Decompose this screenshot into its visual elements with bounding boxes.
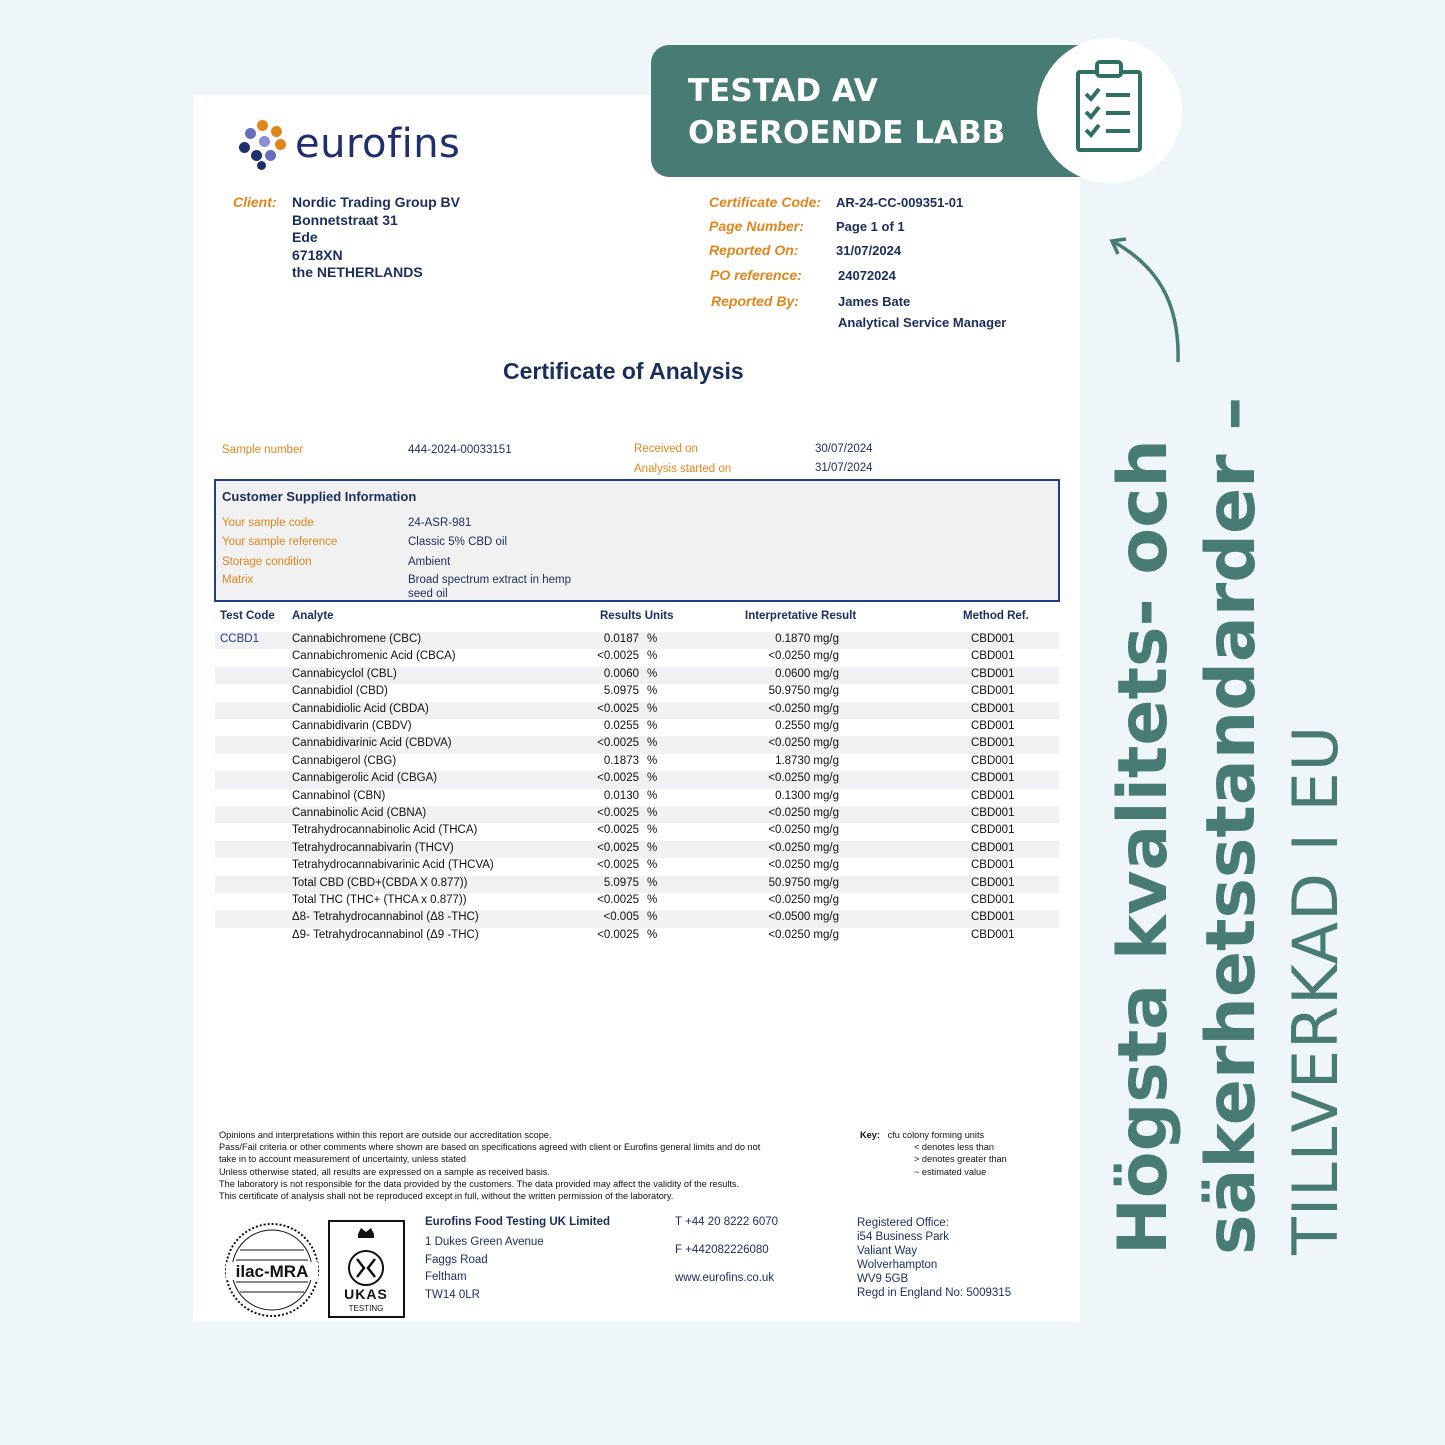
received-on-label: Received on xyxy=(634,443,698,455)
registered-line: Regd in England No: 5009315 xyxy=(857,1287,1012,1299)
table-row xyxy=(215,876,1059,893)
footnote-line: Pass/Fail criteria or other comments where shown are based on specifications agreed with client or Eurofins general limits and do not xyxy=(219,1142,761,1153)
clipboard-check-icon xyxy=(1072,58,1146,154)
table-row xyxy=(215,649,1059,666)
logo-text: eurofins xyxy=(295,121,461,167)
side-tagline-line-1: Högsta kvalitets- och xyxy=(1104,439,1183,1255)
po-reference-label: PO reference: xyxy=(710,267,802,283)
storage-condition: Ambient xyxy=(408,556,451,568)
interpretative-cell: 1.8730 mg/g xyxy=(775,754,839,767)
interpretative-cell: <0.0250 mg/g xyxy=(768,824,839,837)
method-cell: CBD001 xyxy=(971,824,1015,837)
table-row xyxy=(215,858,1059,875)
method-cell: CBD001 xyxy=(971,789,1015,802)
unit-cell: % xyxy=(647,911,658,924)
footnote-line: take in to account measurement of uncertainty, unless stated xyxy=(219,1154,467,1165)
method-cell: CBD001 xyxy=(971,754,1015,767)
table-row xyxy=(215,719,1059,736)
analyte-cell: Tetrahydrocannabivarin (THCV) xyxy=(292,841,454,854)
result-cell: 0.0187 xyxy=(603,633,639,645)
result-cell: <0.0025 xyxy=(597,928,639,941)
client-line: 6718XN xyxy=(292,246,343,263)
analyte-cell: Cannabichromenic Acid (CBCA) xyxy=(292,650,456,663)
test-code-cell: CCBD1 xyxy=(220,633,259,645)
unit-cell: % xyxy=(647,702,658,715)
ukas-logo xyxy=(328,1220,405,1318)
header-method: Method Ref. xyxy=(963,610,1029,622)
key-legend xyxy=(860,1129,1007,1178)
ilac-mra-logo xyxy=(222,1220,322,1320)
matrix-label: Matrix xyxy=(222,574,254,586)
key-line: cfu colony forming units xyxy=(887,1130,985,1140)
unit-cell: % xyxy=(647,894,658,906)
method-cell: CBD001 xyxy=(971,928,1015,941)
analyte-cell: Cannabinol (CBN) xyxy=(292,789,386,802)
page-number: Page 1 of 1 xyxy=(836,219,905,234)
table-row xyxy=(215,684,1059,701)
footnote-line: Unless otherwise stated, all results are expressed on a sample as received basis. xyxy=(219,1166,550,1177)
lab-website[interactable]: www.eurofins.co.uk xyxy=(675,1272,775,1284)
method-cell: CBD001 xyxy=(971,667,1015,680)
unit-cell: % xyxy=(647,876,658,889)
banner-text xyxy=(688,70,1005,154)
lab-name: Eurofins Food Testing UK Limited xyxy=(425,1216,611,1228)
side-tagline-line-2: säkerhetsstandarder – xyxy=(1192,396,1271,1255)
key-line: > denotes greater than xyxy=(914,1154,1007,1165)
matrix-line-1: Broad spectrum extract in hemp xyxy=(408,574,571,586)
reported-by-title: Analytical Service Manager xyxy=(838,315,1007,330)
footnote-line: This certificate of analysis shall not be reproduced except in full, without the written permission of the laboratory. xyxy=(219,1191,674,1202)
analyte-cell: Cannabidiolic Acid (CBDA) xyxy=(292,702,429,715)
registered-line: Valiant Way xyxy=(857,1245,918,1257)
interpretative-cell: <0.0250 mg/g xyxy=(768,894,839,906)
reported-by: James Bate xyxy=(838,294,911,309)
method-cell: CBD001 xyxy=(971,894,1015,906)
method-cell: CBD001 xyxy=(971,685,1015,698)
unit-cell: % xyxy=(647,754,658,767)
result-cell: <0.0025 xyxy=(597,650,639,663)
ukas-subtext: TESTING xyxy=(348,1304,384,1313)
header-results-units: Results Units xyxy=(600,610,674,622)
result-cell: 5.0975 xyxy=(603,685,639,698)
reported-by-label: Reported By: xyxy=(711,293,799,309)
po-reference: 24072024 xyxy=(838,268,896,283)
method-cell: CBD001 xyxy=(971,650,1015,663)
analyte-cell: Cannabichromene (CBC) xyxy=(292,633,422,645)
footnote-line: The laboratory is not responsible for the data provided by the customers. The data provided may affect the validity of the results. xyxy=(219,1178,740,1189)
interpretative-cell: <0.0250 mg/g xyxy=(768,859,839,872)
table-row xyxy=(215,736,1059,753)
table-row xyxy=(215,771,1059,788)
interpretative-cell: 50.9750 mg/g xyxy=(768,876,839,889)
ilac-text: ilac-MRA xyxy=(235,1262,309,1281)
result-cell: <0.0025 xyxy=(597,824,639,837)
client-label: Client: xyxy=(233,194,277,210)
lab-fax: F +442082226080 xyxy=(675,1244,769,1256)
client-line: Ede xyxy=(292,229,318,245)
unit-cell: % xyxy=(647,807,658,819)
received-on: 30/07/2024 xyxy=(815,443,873,455)
result-cell: <0.0025 xyxy=(597,702,639,715)
registered-office xyxy=(857,1216,1011,1300)
table-row xyxy=(215,667,1059,684)
unit-cell: % xyxy=(647,737,658,750)
result-cell: 5.0975 xyxy=(603,876,639,889)
reported-on-label: Reported On: xyxy=(709,242,799,258)
analyte-cell: Total CBD (CBD+(CBDA X 0.877)) xyxy=(292,876,468,889)
sample-number: 444-2024-00033151 xyxy=(408,444,512,456)
interpretative-cell: 0.1870 mg/g xyxy=(775,633,839,645)
table-row xyxy=(215,632,1059,649)
interpretative-cell: <0.0250 mg/g xyxy=(768,737,839,750)
interpretative-cell: <0.0250 mg/g xyxy=(768,807,839,819)
header-test-code: Test Code xyxy=(220,610,275,622)
lab-address-line: Feltham xyxy=(425,1271,467,1283)
storage-condition-label: Storage condition xyxy=(222,556,312,568)
result-cell: <0.0025 xyxy=(597,859,639,872)
unit-cell: % xyxy=(647,667,658,680)
table-row xyxy=(215,928,1059,945)
registered-line: Registered Office: xyxy=(857,1217,949,1229)
footnote-line: Opinions and interpretations within this report are outside our accreditation scope. xyxy=(219,1130,552,1140)
interpretative-cell: 0.1300 mg/g xyxy=(775,789,839,802)
result-cell: <0.0025 xyxy=(597,841,639,854)
interpretative-cell: 0.0600 mg/g xyxy=(775,667,839,680)
unit-cell: % xyxy=(647,772,658,785)
lab-phone: T +44 20 8222 6070 xyxy=(675,1216,779,1228)
eurofins-logo xyxy=(237,118,460,170)
lab-address-line: TW14 0LR xyxy=(425,1288,480,1301)
sample-number-label: Sample number xyxy=(222,444,304,456)
unit-cell: % xyxy=(647,650,658,663)
client-line: Nordic Trading Group BV xyxy=(292,194,461,210)
analyte-cell: Cannabidivarinic Acid (CBDVA) xyxy=(292,737,452,750)
lab-address-line: Faggs Road xyxy=(425,1253,488,1266)
interpretative-cell: <0.0500 mg/g xyxy=(768,911,839,924)
unit-cell: % xyxy=(647,928,658,941)
method-cell: CBD001 xyxy=(971,772,1015,785)
header-analyte: Analyte xyxy=(292,610,334,622)
banner-line-1: TESTAD AV xyxy=(688,73,878,109)
analysis-started-label: Analysis started on xyxy=(634,463,732,475)
result-cell: <0.0025 xyxy=(597,772,639,785)
analyte-cell: Tetrahydrocannabinolic Acid (THCA) xyxy=(292,824,478,837)
unit-cell: % xyxy=(647,633,658,645)
analyte-cell: Cannabigerol (CBG) xyxy=(292,754,397,767)
analyte-cell: Δ8- Tetrahydrocannabinol (Δ8 -THC) xyxy=(292,911,479,924)
interpretative-cell: <0.0250 mg/g xyxy=(768,772,839,785)
ukas-crown-icon xyxy=(330,1222,403,1316)
matrix-line-2: seed oil xyxy=(408,588,448,600)
key-label: Key: xyxy=(860,1130,880,1140)
sample-reference-label: Your sample reference xyxy=(222,536,338,548)
method-cell: CBD001 xyxy=(971,633,1015,645)
side-tagline-line-3: TILLVERKAD I EU xyxy=(1279,724,1352,1255)
table-row xyxy=(215,823,1059,840)
footnotes xyxy=(219,1129,760,1202)
table-row xyxy=(215,754,1059,771)
method-cell: CBD001 xyxy=(971,720,1015,732)
interpretative-cell: <0.0250 mg/g xyxy=(768,841,839,854)
method-cell: CBD001 xyxy=(971,876,1015,889)
client-line: the NETHERLANDS xyxy=(292,264,423,280)
lab-address xyxy=(425,1234,544,1304)
analyte-cell: Cannabicyclol (CBL) xyxy=(292,667,397,680)
certificate-code-label: Certificate Code: xyxy=(709,194,822,210)
unit-cell: % xyxy=(647,685,658,698)
registered-line: WV9 5GB xyxy=(857,1273,909,1285)
curved-arrow-icon xyxy=(1100,230,1190,370)
header-interpretative: Interpretative Result xyxy=(745,610,857,622)
analysis-started: 31/07/2024 xyxy=(815,462,873,474)
interpretative-cell: <0.0250 mg/g xyxy=(768,928,839,941)
table-row xyxy=(215,893,1059,910)
client-line: Bonnetstraat 31 xyxy=(292,211,398,228)
certificate-code: AR-24-CC-009351-01 xyxy=(836,195,964,210)
analyte-cell: Tetrahydrocannabivarinic Acid (THCVA) xyxy=(292,859,494,872)
analyte-cell: Cannabidiol (CBD) xyxy=(292,685,388,698)
interpretative-cell: 0.2550 mg/g xyxy=(775,720,839,732)
reported-on: 31/07/2024 xyxy=(836,243,902,258)
interpretative-cell: <0.0250 mg/g xyxy=(768,702,839,715)
banner-line-2: OBEROENDE LABB xyxy=(688,115,1006,151)
result-cell: <0.005 xyxy=(603,911,639,924)
registered-line: i54 Business Park xyxy=(857,1231,950,1243)
analyte-cell: Cannabinolic Acid (CBNA) xyxy=(292,807,427,819)
method-cell: CBD001 xyxy=(971,702,1015,715)
table-row xyxy=(215,841,1059,858)
unit-cell: % xyxy=(647,841,658,854)
method-cell: CBD001 xyxy=(971,737,1015,750)
eurofins-logo-mark-icon xyxy=(237,118,289,170)
customer-info-title: Customer Supplied Information xyxy=(222,489,417,504)
analyte-cell: Total THC (THC+ (THCA x 0.877)) xyxy=(292,894,467,906)
result-cell: 0.1873 xyxy=(603,754,639,767)
table-row xyxy=(215,702,1059,719)
interpretative-cell: <0.0250 mg/g xyxy=(768,650,839,663)
side-tagline xyxy=(1100,397,1356,1255)
method-cell: CBD001 xyxy=(971,807,1015,819)
sample-code: 24-ASR-981 xyxy=(408,517,472,529)
analyte-cell: Cannabidivarin (CBDV) xyxy=(292,720,412,732)
client-address xyxy=(292,194,460,282)
sample-code-label: Your sample code xyxy=(222,517,314,529)
result-cell: 0.0255 xyxy=(603,720,639,732)
method-cell: CBD001 xyxy=(971,911,1015,924)
result-cell: 0.0060 xyxy=(603,667,639,680)
registered-line: Wolverhampton xyxy=(857,1259,938,1271)
unit-cell: % xyxy=(647,824,658,837)
result-cell: <0.0025 xyxy=(597,894,639,906)
document-title: Certificate of Analysis xyxy=(503,358,744,384)
page-number-label: Page Number: xyxy=(709,218,804,234)
unit-cell: % xyxy=(647,789,658,802)
lab-address-line: 1 Dukes Green Avenue xyxy=(425,1236,544,1248)
interpretative-cell: 50.9750 mg/g xyxy=(768,685,839,698)
result-cell: 0.0130 xyxy=(603,789,639,802)
key-line: ~ estimated value xyxy=(914,1166,987,1177)
table-row xyxy=(215,806,1059,823)
unit-cell: % xyxy=(647,720,658,732)
analyte-cell: Cannabigerolic Acid (CBGA) xyxy=(292,772,438,785)
key-line: < denotes less than xyxy=(914,1142,994,1153)
ukas-text: UKAS xyxy=(344,1286,388,1302)
result-cell: <0.0025 xyxy=(597,807,639,819)
analyte-cell: Δ9- Tetrahydrocannabinol (Δ9 -THC) xyxy=(292,928,479,941)
table-row xyxy=(215,789,1059,806)
method-cell: CBD001 xyxy=(971,841,1015,854)
table-row xyxy=(215,910,1059,927)
result-cell: <0.0025 xyxy=(597,737,639,750)
sample-reference: Classic 5% CBD oil xyxy=(408,536,508,548)
unit-cell: % xyxy=(647,859,658,872)
method-cell: CBD001 xyxy=(971,859,1015,872)
